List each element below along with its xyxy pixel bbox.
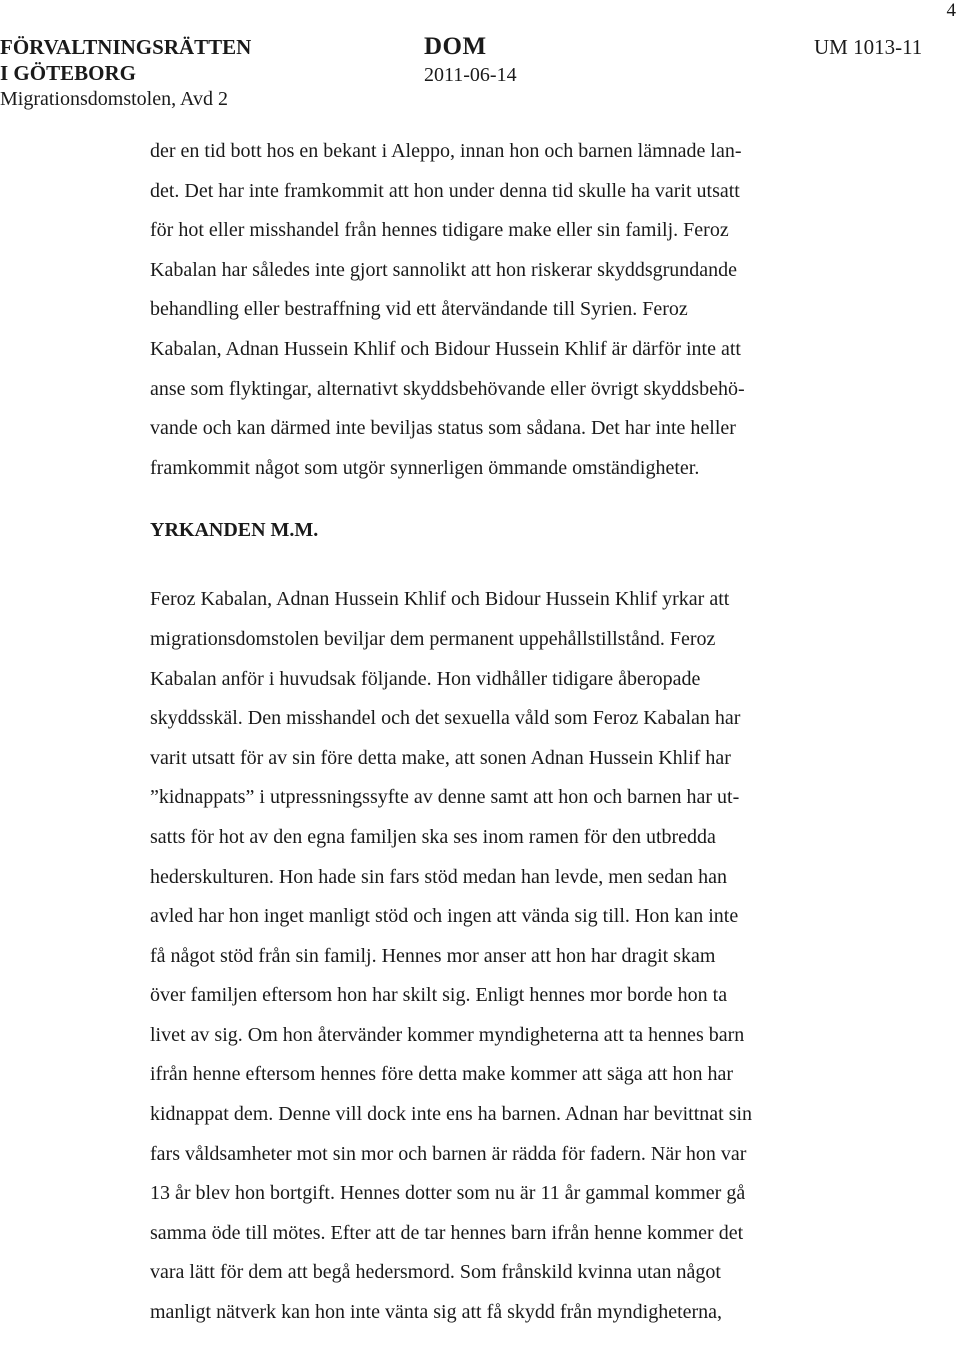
text-line: Kabalan anför i huvudsak följande. Hon vidhåller tidigare åberopade (150, 667, 701, 690)
document-body (150, 132, 850, 1333)
text-line: ifrån henne eftersom hennes före detta make kommer att säga att hon har (150, 1063, 734, 1086)
document-type-block (424, 34, 517, 88)
page-number: 4 (946, 0, 956, 21)
text-line: det. Det har inte framkommit att hon under denna tid skulle ha varit utsatt (150, 179, 740, 202)
text-line: varit utsatt för av sin före detta make, att sonen Adnan Hussein Khlif har (150, 746, 731, 769)
text-line: samma öde till mötes. Efter att de tar hennes barn ifrån henne kommer det (150, 1221, 744, 1244)
text-line: avled har hon inget manligt stöd och ingen att vända sig till. Hon kan inte (150, 905, 739, 928)
court-name-line2: I GÖTEBORG (0, 61, 136, 85)
section-heading: YRKANDEN M.M. (150, 519, 319, 542)
case-number: UM 1013-11 (814, 35, 923, 59)
paragraph-1 (150, 132, 850, 488)
text-line: framkommit något som utgör synnerligen ömmande omständigheter. (150, 456, 700, 479)
text-line: der en tid bott hos en bekant i Aleppo, innan hon och barnen lämnade lan- (150, 140, 742, 162)
court-name-block (0, 34, 251, 112)
text-line: vande och kan därmed inte beviljas status som sådana. Det har inte heller (150, 417, 736, 440)
court-division: Migrationsdomstolen, Avd 2 (0, 88, 228, 110)
document-date: 2011-06-14 (424, 64, 517, 86)
paragraph-2 (150, 580, 850, 1332)
text-line: Kabalan har således inte gjort sannolikt att hon riskerar skyddsgrundande (150, 258, 738, 281)
text-line: ”kidnappats” i utpressningssyfte av denne samt att hon och barnen har ut- (150, 786, 740, 809)
text-line: livet av sig. Om hon återvänder kommer myndigheterna att ta hennes barn (150, 1023, 745, 1046)
text-line: Kabalan, Adnan Hussein Khlif och Bidour Hussein Khlif är därför inte att (150, 337, 741, 360)
text-line: kidnappat dem. Denne vill dock inte ens ha barnen. Adnan har bevittnat sin (150, 1103, 753, 1126)
text-line: migrationsdomstolen beviljar dem permanent uppehållstillstånd. Feroz (150, 627, 716, 650)
text-line: 13 år blev hon bortgift. Hennes dotter som nu är 11 år gammal kommer gå (150, 1182, 746, 1205)
document-header (0, 34, 960, 114)
court-name-line1: FÖRVALTNINGSRÄTTEN (0, 35, 252, 59)
text-line: anse som flyktingar, alternativt skyddsbehövande eller övrigt skyddsbehö- (150, 377, 745, 400)
text-line: satts för hot av den egna familjen ska ses inom ramen för den utbredda (150, 825, 716, 848)
text-line: behandling eller bestraffning vid ett återvändande till Syrien. Feroz (150, 298, 688, 321)
text-line: vara lätt för dem att begå hedersmord. Som frånskild kvinna utan något (150, 1261, 721, 1284)
text-line: få något stöd från sin familj. Hennes mor anser att hon har dragit skam (150, 944, 716, 967)
text-line: skyddsskäl. Den misshandel och det sexuella våld som Feroz Kabalan har (150, 707, 741, 730)
text-line: manligt nätverk kan hon inte vänta sig att få skydd från myndigheterna, (150, 1301, 723, 1324)
text-line: fars våldsamheter mot sin mor och barnen är rädda för fadern. När hon var (150, 1142, 747, 1165)
text-line: över familjen eftersom hon har skilt sig. Enligt hennes mor borde hon ta (150, 984, 728, 1007)
text-line: för hot eller misshandel från hennes tidigare make eller sin familj. Feroz (150, 219, 729, 242)
document-type: DOM (424, 33, 487, 60)
text-line: Feroz Kabalan, Adnan Hussein Khlif och Bidour Hussein Khlif yrkar att (150, 588, 730, 611)
text-line: hederskulturen. Hon hade sin fars stöd medan han levde, men sedan han (150, 865, 728, 888)
